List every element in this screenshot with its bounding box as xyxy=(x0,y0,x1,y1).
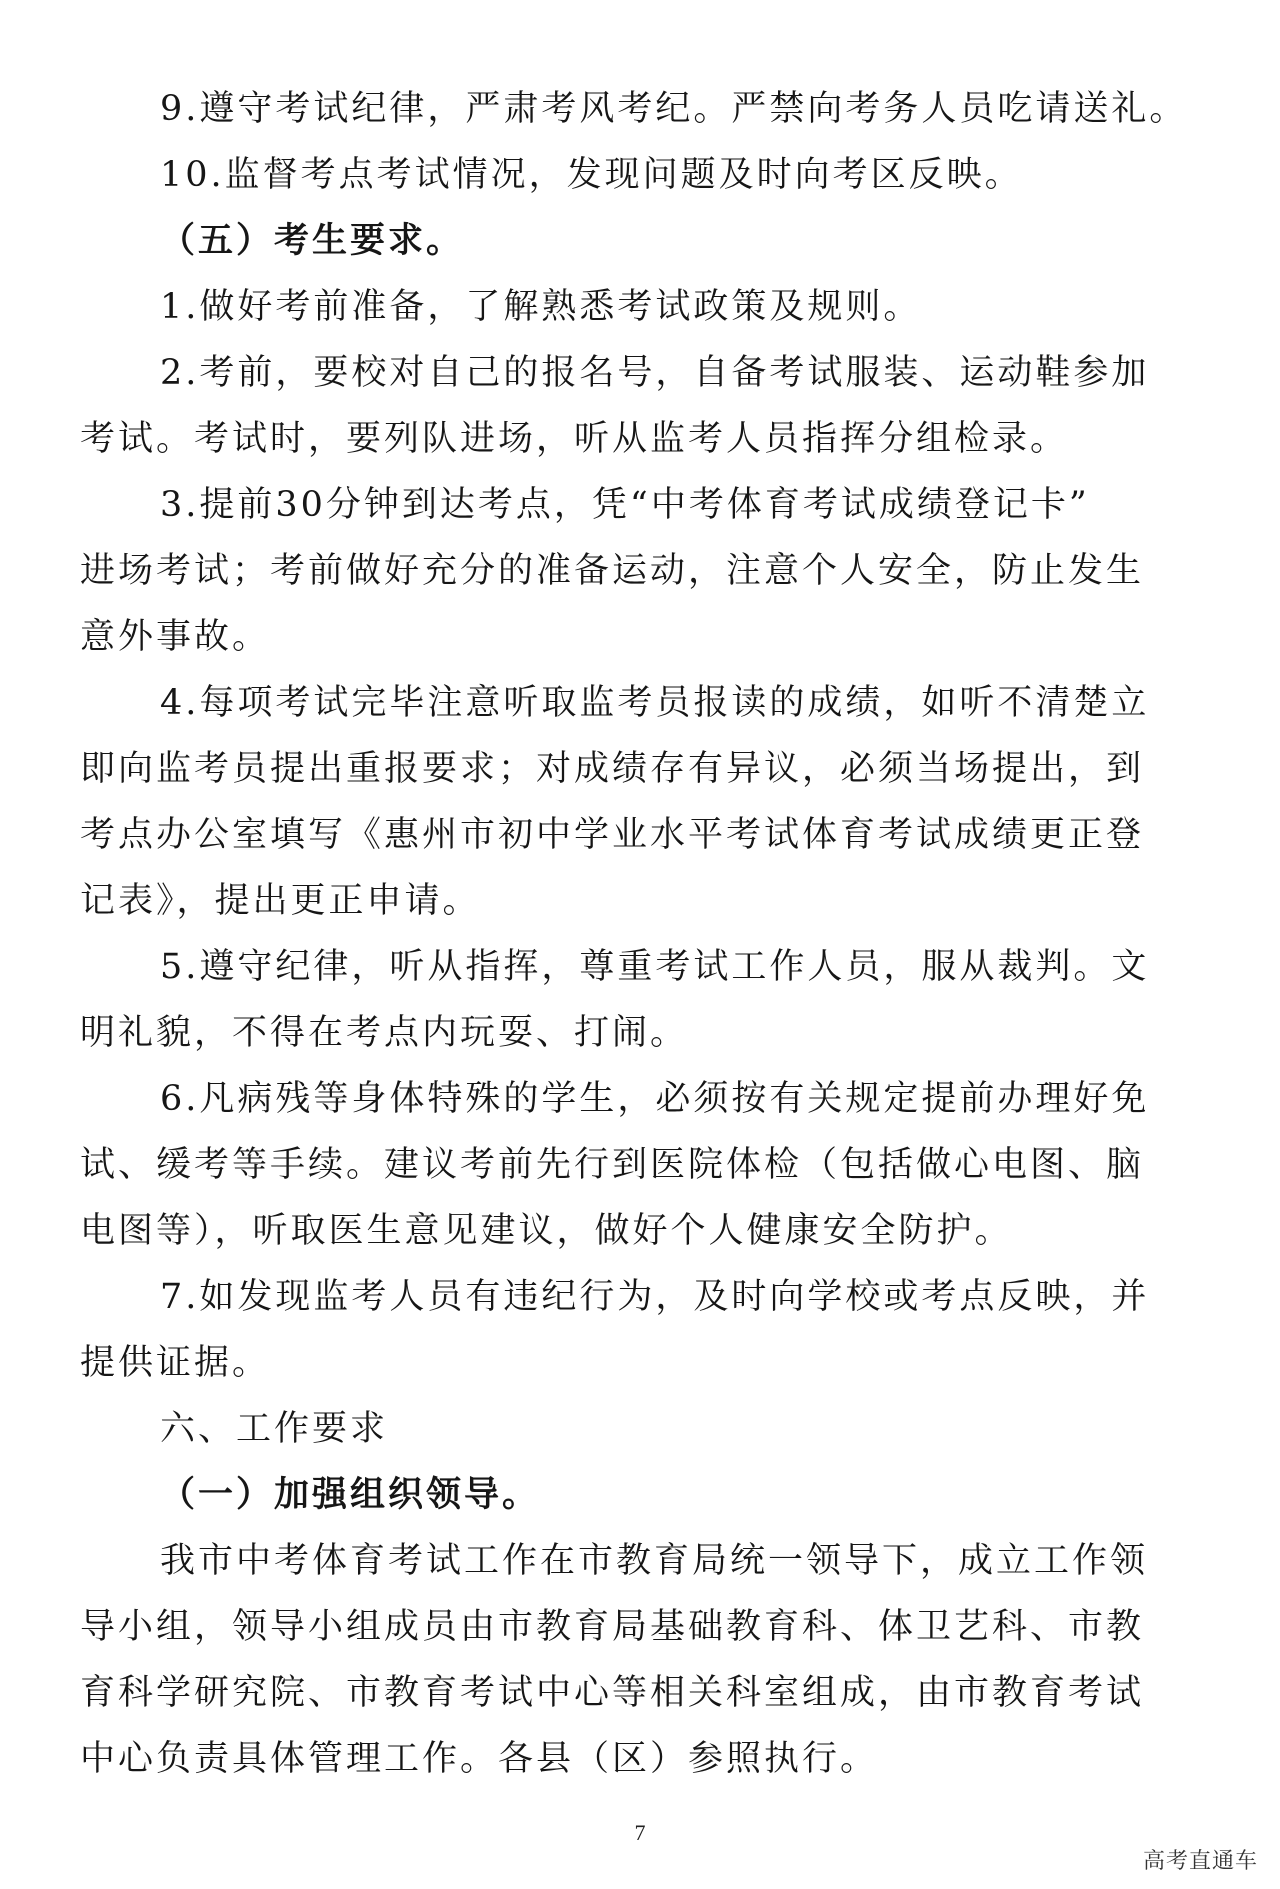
document-body xyxy=(80,76,1188,1792)
page-number: 7 xyxy=(634,1820,646,1845)
text-line: 7.如发现监考人员有违纪行为，及时向学校或考点反映，并 xyxy=(160,1277,1150,1317)
text-line: 意外事故。 xyxy=(80,617,271,657)
text-line: 试、缓考等手续。建议考前先行到医院体检（包括做心电图、脑 xyxy=(80,1145,1145,1185)
text-line: 9.遵守考试纪律，严肃考风考纪。严禁向考务人员吃请送礼。 xyxy=(160,89,1188,129)
watermark-text: 高考直通车 xyxy=(1142,1849,1258,1874)
text-line: 4.每项考试完毕注意听取监考员报读的成绩，如听不清楚立 xyxy=(160,683,1150,723)
section-heading: 六、工作要求 xyxy=(160,1409,389,1449)
text-line: 1.做好考前准备，了解熟悉考试政策及规则。 xyxy=(160,287,922,327)
text-line: 进场考试；考前做好充分的准备运动，注意个人安全，防止发生 xyxy=(80,551,1145,591)
subsection-heading: （一）加强组织领导。 xyxy=(160,1474,541,1515)
text-line: 即向监考员提出重报要求；对成绩存有异议，必须当场提出，到 xyxy=(80,749,1145,789)
text-line: 育科学研究院、市教育考试中心等相关科室组成，由市教育考试 xyxy=(80,1673,1145,1713)
text-line: 明礼貌，不得在考点内玩耍、打闹。 xyxy=(80,1013,689,1053)
text-line: 2.考前，要校对自己的报名号，自备考试服装、运动鞋参加 xyxy=(160,353,1150,393)
text-line: 3.提前30分钟到达考点，凭“中考体育考试成绩登记卡” xyxy=(160,485,1090,525)
text-line: 提供证据。 xyxy=(80,1343,271,1383)
text-line: 导小组，领导小组成员由市教育局基础教育科、体卫艺科、市教 xyxy=(80,1607,1145,1647)
subsection-heading: （五）考生要求。 xyxy=(160,220,465,261)
text-line: 记表》，提出更正申请。 xyxy=(80,881,481,921)
text-line: 考点办公室填写《惠州市初中学业水平考试体育考试成绩更正登 xyxy=(80,815,1145,855)
text-line: 中心负责具体管理工作。各县（区）参照执行。 xyxy=(80,1739,879,1779)
text-line: 电图等），听取医生意见建议，做好个人健康安全防护。 xyxy=(80,1211,1013,1251)
text-line: 10.监督考点考试情况，发现问题及时向考区反映。 xyxy=(160,155,1023,195)
text-line: 6.凡病残等身体特殊的学生，必须按有关规定提前办理好免 xyxy=(160,1079,1150,1119)
text-line: 我市中考体育考试工作在市教育局统一领导下，成立工作领 xyxy=(160,1541,1149,1581)
text-line: 5.遵守纪律，听从指挥，尊重考试工作人员，服从裁判。文 xyxy=(160,947,1150,987)
text-line: 考试。考试时，要列队进场，听从监考人员指挥分组检录。 xyxy=(80,419,1069,459)
